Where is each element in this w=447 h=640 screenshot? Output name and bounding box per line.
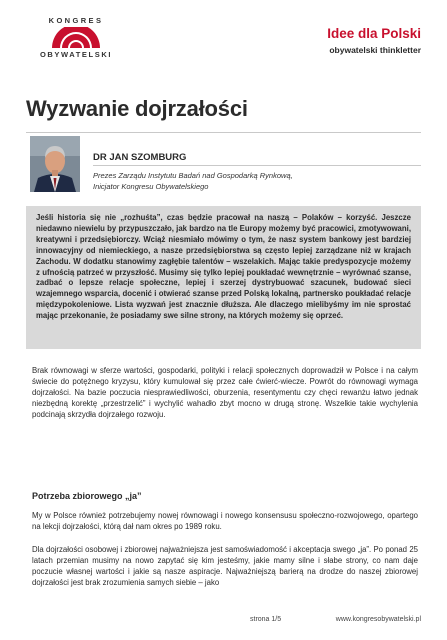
page-header (0, 0, 447, 80)
logo-top-text: KONGRES (48, 16, 104, 25)
body-paragraph-2: My w Polsce również potrzebujemy nowej równowagi i nowego konsensusu społeczno-rozwojowego, opartego na lekcji dojrzałości, którą dał nam okres po 1989 roku. (32, 511, 418, 531)
author-role-line-2: Inicjator Kongresu Obywatelskiego (93, 182, 209, 191)
page-number: strona 1/5 (250, 616, 282, 623)
body-paragraph-1: Brak równowagi w sferze wartości, gospodarki, polityki i relacji społecznych doprowadził w Polsce i na całym świecie do potężnego kryzysu, który kumulował się przez całe ćwierć-wiecze. Powrót do równowagi wymaga dojrzałości. Na bazie poczucia niesprawiedliwości, oburzenia, resentymentu czy chęci rewanżu łatwo jednak niezbędną korektę „przestrzelić” i wychylić wahadło zbyt mocno w drugą stronę. Wszelkie takie wychylenia podcinają skrzydła dojrzałego rozwoju. (32, 366, 418, 419)
series-title: Idee dla Polski (327, 26, 421, 41)
author-role-line-1: Prezes Zarządu Instytutu Badań nad Gospodarką Rynkową, (93, 171, 293, 180)
logo-arcs-icon (48, 27, 104, 49)
author-name-underline (93, 165, 421, 166)
kongres-obywatelski-logo (26, 16, 126, 59)
logo-bottom-text: OBYWATELSKI (39, 50, 113, 59)
author-name: DR JAN SZOMBURG (93, 152, 187, 163)
website-link[interactable]: www.kongresobywatelski.pl (335, 616, 421, 623)
page-footer (0, 616, 447, 630)
article-title: Wyzwanie dojrzałości (26, 96, 248, 121)
body-paragraph-3: Dla dojrzałości osobowej i zbiorowej najważniejsza jest samoświadomość i akceptacja swego „ja”. Po ponad 25 latach przemian musimy na nowo zapytać się kim jesteśmy, jakie mamy silne i słabe strony, co nam daje poczucie własnej wartości i jakie są nasze aspiracje. Najważniejszą barierą na drodze do naszej zbiorowej dojrzałości jest brak zrozumienia samych siebie – jako (32, 545, 418, 587)
lead-box (26, 206, 421, 349)
author-photo (30, 136, 80, 192)
lead-paragraph: Jeśli historia się nie „rozhuśta”, czas będzie pracował na naszą – Polaków – korzyść. Jeszcze niedawno niewielu by przypuszczało, jak bardzo na tle Europy możemy być pracowici, zmotywowani, kreatywni i przedsiębiorczy. Wciąż niesmiało mówimy o tym, że nasz system bankowy jest bardziej innowacyjny od niemieckiego, a nasze przedsiębiorstwa są często lepiej zarządzane niż w krajach Zachodu. W dodatku stanowimy zagłębie talentów – wszelakich. Mając takie predyspozycje możemy z ufnością patrzeć w przyszłość. Musimy się tylko lepiej poukładać wewnętrznie – wyrównać szanse, zadbać o lepsze relacje społeczne, lepiej i szerzej dystrybuować szacunek, budować sieci wzajemnego wsparcia, docenić i otwierać szanse przed Polską lokalną, partnersko poukładać relacje międzypokoleniowe. Lista wyzwań jest znacznie dłuższa. Ale dlaczego mielibyśmy im nie sprostać mając przekonanie, że posiadamy swe silne strony, na których możemy się oprzeć. (36, 213, 411, 321)
author-divider (26, 132, 421, 133)
section-subheading: Potrzeba zbiorowego „ja” (32, 491, 142, 501)
series-brand (327, 26, 421, 55)
series-subtitle: obywatelski thinkletter (329, 45, 421, 55)
